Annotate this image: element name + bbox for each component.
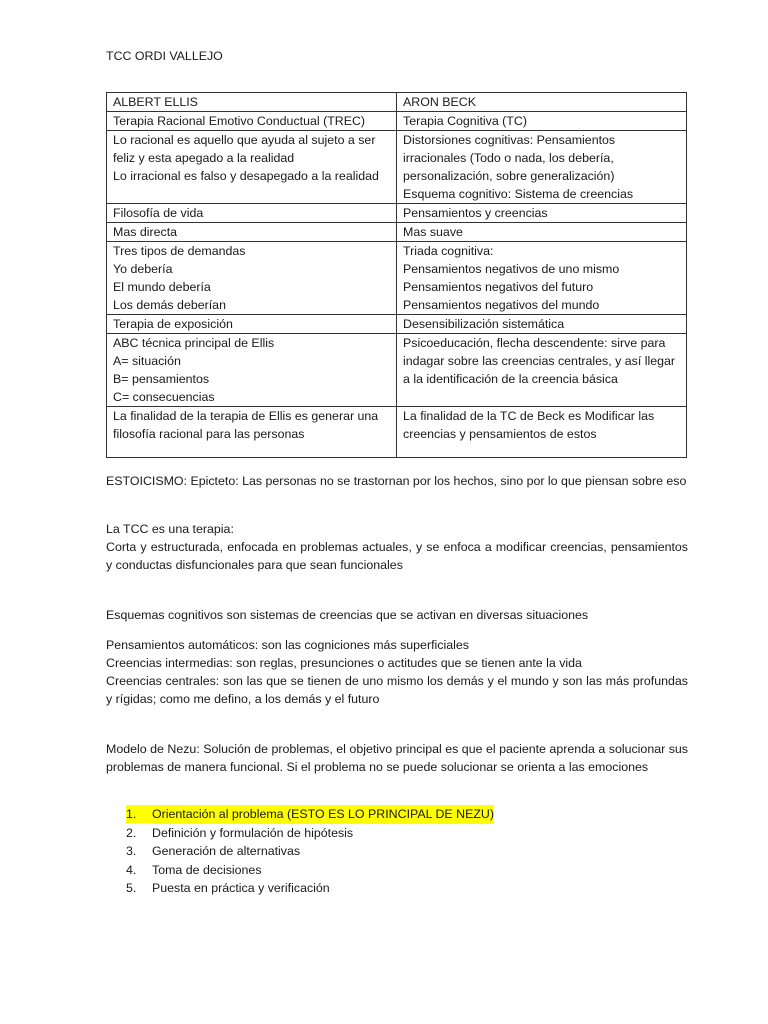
table-row [107, 112, 687, 131]
table-cell: Pensamientos y creencias [397, 204, 687, 223]
creencias-section [106, 636, 688, 708]
table-cell: Terapia de exposición [107, 315, 397, 334]
list-item [106, 879, 666, 898]
creencias-intermedias: Creencias intermedias: son reglas, presunciones o actitudes que se tienen ante la vida [106, 656, 582, 670]
table-cell: ABC técnica principal de Ellis A= situación B= pensamientos C= consecuencias [107, 334, 397, 407]
table-row [107, 93, 687, 112]
table-row [107, 315, 687, 334]
list-item [106, 824, 666, 843]
table-cell: Distorsiones cognitivas: Pensamientos irracionales (Todo o nada, los debería, personalización, sobre generalización) Esquema cognitivo: Sistema de creencias [397, 131, 687, 204]
step-text: Definición y formulación de hipótesis [152, 825, 354, 840]
step-number: 1. [126, 805, 152, 823]
table-cell: Psicoeducación, flecha descendente: sirve para indagar sobre las creencias centrales, y así llegar a la identificación de la creencia básica [397, 334, 687, 407]
nezu-steps-list [106, 805, 666, 898]
table-row [107, 242, 687, 315]
table-row [107, 407, 687, 458]
tcc-section [106, 520, 688, 574]
table-cell: Triada cognitiva: Pensamientos negativos de uno mismo Pensamientos negativos del futuro Pensamientos negativos del mundo [397, 242, 687, 315]
table-cell: Mas suave [397, 223, 687, 242]
list-item [106, 861, 666, 880]
pensamientos-automaticos: Pensamientos automáticos: son las cogniciones más superficiales [106, 638, 469, 652]
table-cell: Desensibilización sistemática [397, 315, 687, 334]
step-number: 2. [126, 825, 137, 840]
table-row [107, 334, 687, 407]
creencias-centrales: Creencias centrales: son las que se tienen de uno mismo los demás y el mundo y son las más profundas y rígidas; como me defino, a los demás y el futuro [106, 674, 688, 706]
table-row [107, 131, 687, 204]
step-text: Toma de decisiones [152, 862, 262, 877]
table-cell: Tres tipos de demandas Yo debería El mundo debería Los demás deberían [107, 242, 397, 315]
esquemas-paragraph: Esquemas cognitivos son sistemas de creencias que se activan en diversas situaciones [106, 608, 589, 622]
step-number: 4. [126, 862, 137, 877]
step-text: Generación de alternativas [152, 844, 301, 858]
nezu-paragraph: Modelo de Nezu: Solución de problemas, el objetivo principal es que el paciente aprenda a solucionar sus problemas de manera funcional. Si el problema no se puede solucionar se orienta a las emociones [106, 742, 688, 774]
table-cell: La finalidad de la TC de Beck es Modificar las creencias y pensamientos de estos [397, 407, 687, 458]
tcc-heading: La TCC es una terapia: [106, 522, 234, 536]
comparison-table [106, 92, 687, 458]
list-item [106, 805, 666, 824]
step-text: Orientación al problema (ESTO ES LO PRINCIPAL DE NEZU) [152, 805, 494, 824]
table-cell: Terapia Cognitiva (TC) [397, 112, 687, 131]
step-number: 5. [126, 881, 137, 895]
table-row [107, 204, 687, 223]
table-row [107, 223, 687, 242]
list-item [106, 842, 666, 861]
document-title: TCC ORDI VALLEJO [106, 49, 223, 63]
table-cell: Filosofía de vida [107, 204, 397, 223]
step-number: 3. [126, 844, 137, 858]
table-cell: Mas directa [107, 223, 397, 242]
step-text: Puesta en práctica y verificación [152, 881, 330, 895]
table-cell: ARON BECK [397, 93, 687, 112]
table-cell: Lo racional es aquello que ayuda al sujeto a ser feliz y esta apegado a la realidad Lo irracional es falso y desapegado a la realidad [107, 131, 397, 204]
table-cell: La finalidad de la terapia de Ellis es generar una filosofía racional para las personas [107, 407, 397, 458]
table-cell: Terapia Racional Emotivo Conductual (TREC) [107, 112, 397, 131]
table-cell: ALBERT ELLIS [107, 93, 397, 112]
tcc-description: Corta y estructurada, enfocada en problemas actuales, y se enfoca a modificar creencias, pensamientos y conductas disfuncionales para que sean funcionales [106, 540, 688, 572]
estoicismo-paragraph: ESTOICISMO: Epicteto: Las personas no se trastornan por los hechos, sino por lo que piensan sobre eso [106, 474, 687, 488]
